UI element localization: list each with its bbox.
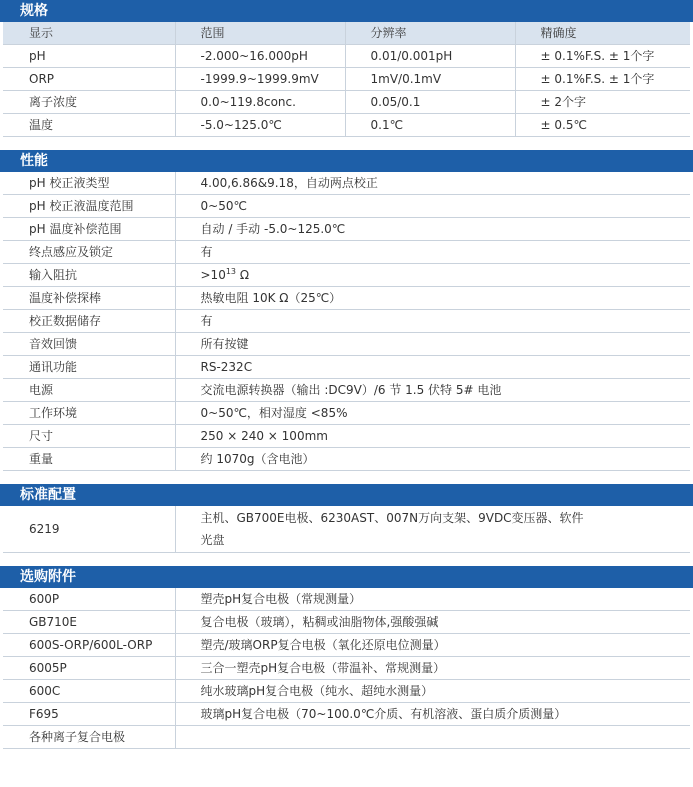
table-row (3, 402, 690, 425)
perf-value: 约 1070g（含电池） (175, 448, 690, 471)
specs-column-header-row (3, 22, 690, 45)
table-row (3, 611, 690, 634)
spec-label: 温度 (3, 114, 175, 137)
column-header: 显示 (3, 22, 175, 45)
perf-label: 尺寸 (3, 425, 175, 448)
table-row (3, 218, 690, 241)
perf-value: RS-232C (175, 356, 690, 379)
perf-value: 热敏电阻 10K Ω（25℃） (175, 287, 690, 310)
perf-label: 终点感应及锁定 (3, 241, 175, 264)
perf-value: 0~50℃ (175, 195, 690, 218)
accessory-desc: 复合电极（玻璃），粘稠或油脂物体,强酸强碱 (175, 611, 690, 634)
table-row (3, 68, 690, 91)
table-row (3, 356, 690, 379)
spec-label: 离子浓度 (3, 91, 175, 114)
perf-value: 所有按键 (175, 333, 690, 356)
accessory-model: 600S-ORP/600L-ORP (3, 634, 175, 657)
perf-label: 重量 (3, 448, 175, 471)
table-row (3, 310, 690, 333)
spec-value: 0.01/0.001pH (345, 45, 515, 68)
table-row (3, 114, 690, 137)
table-row (3, 448, 690, 471)
accessory-desc (175, 726, 690, 749)
standard-model: 6219 (3, 506, 175, 553)
accessory-desc: 三合一塑壳pH复合电极（带温补、常规测量） (175, 657, 690, 680)
perf-value: 有 (175, 241, 690, 264)
column-header: 分辨率 (345, 22, 515, 45)
table-row (3, 45, 690, 68)
perf-label: 工作环境 (3, 402, 175, 425)
perf-value: 4.00,6.86&9.18，自动两点校正 (175, 172, 690, 195)
perf-label: 温度补偿探棒 (3, 287, 175, 310)
table-row (3, 241, 690, 264)
perf-label: 输入阻抗 (3, 264, 175, 287)
perf-label: pH 温度补偿范围 (3, 218, 175, 241)
optional-section-title: 选购附件 (0, 566, 693, 588)
column-header: 精确度 (515, 22, 690, 45)
accessory-model: 各种离子复合电极 (3, 726, 175, 749)
table-row (3, 333, 690, 356)
standard-table (3, 506, 690, 553)
perf-value: 250 × 240 × 100mm (175, 425, 690, 448)
perf-label: 校正数据储存 (3, 310, 175, 333)
spec-value: -1999.9~1999.9mV (175, 68, 345, 91)
standard-items: 主机、GB700E电极、6230AST、007N万向支架、9VDC变压器、软件光盘 (175, 506, 690, 553)
perf-value: 交流电源转换器（输出 :DC9V）/6 节 1.5 伏特 5# 电池 (175, 379, 690, 402)
perf-value (175, 264, 690, 287)
spec-value: -5.0~125.0℃ (175, 114, 345, 137)
table-row (3, 506, 690, 553)
perf-label: 音效回馈 (3, 333, 175, 356)
specs-table (3, 22, 690, 137)
perf-value: 有 (175, 310, 690, 333)
perf-label: 电源 (3, 379, 175, 402)
table-row (3, 172, 690, 195)
spec-value: 1mV/0.1mV (345, 68, 515, 91)
spec-value: ± 0.1%F.S. ± 1个字 (515, 68, 690, 91)
accessory-model: 6005P (3, 657, 175, 680)
accessory-desc: 塑壳pH复合电极（常规测量） (175, 588, 690, 611)
spec-value: 0.0~119.8conc. (175, 91, 345, 114)
spec-label: ORP (3, 68, 175, 91)
impedance-base: >10 (200, 268, 226, 282)
spec-value: ± 0.5℃ (515, 114, 690, 137)
standard-section-title: 标准配置 (0, 484, 693, 506)
table-row (3, 195, 690, 218)
table-row (3, 657, 690, 680)
perf-value: 0~50℃，相对湿度 <85% (175, 402, 690, 425)
accessory-model: 600C (3, 680, 175, 703)
accessory-desc: 玻璃pH复合电极（70~100.0℃介质、有机溶液、蛋白质介质测量） (175, 703, 690, 726)
specs-section-title: 规格 (0, 0, 693, 22)
impedance-unit: Ω (236, 268, 249, 282)
perf-value: 自动 / 手动 -5.0~125.0℃ (175, 218, 690, 241)
table-row (3, 634, 690, 657)
spec-value: -2.000~16.000pH (175, 45, 345, 68)
spec-value: ± 2个字 (515, 91, 690, 114)
column-header: 范围 (175, 22, 345, 45)
table-row (3, 680, 690, 703)
perf-label: pH 校正液类型 (3, 172, 175, 195)
accessory-desc: 纯水玻璃pH复合电极（纯水、超纯水测量） (175, 680, 690, 703)
accessory-model: F695 (3, 703, 175, 726)
table-row (3, 726, 690, 749)
table-row (3, 379, 690, 402)
table-row (3, 91, 690, 114)
perf-label: 通讯功能 (3, 356, 175, 379)
optional-table (3, 588, 690, 749)
accessory-model: GB710E (3, 611, 175, 634)
table-row (3, 703, 690, 726)
performance-section-title: 性能 (0, 150, 693, 172)
spec-value: 0.1℃ (345, 114, 515, 137)
spec-value: 0.05/0.1 (345, 91, 515, 114)
spec-value: ± 0.1%F.S. ± 1个字 (515, 45, 690, 68)
spec-label: pH (3, 45, 175, 68)
performance-table (3, 172, 690, 471)
accessory-model: 600P (3, 588, 175, 611)
table-row (3, 287, 690, 310)
impedance-exponent: 13 (225, 267, 237, 276)
table-row (3, 264, 690, 287)
accessory-desc: 塑壳/玻璃ORP复合电极（氧化还原电位测量） (175, 634, 690, 657)
table-row (3, 588, 690, 611)
table-row (3, 425, 690, 448)
perf-label: pH 校正液温度范围 (3, 195, 175, 218)
